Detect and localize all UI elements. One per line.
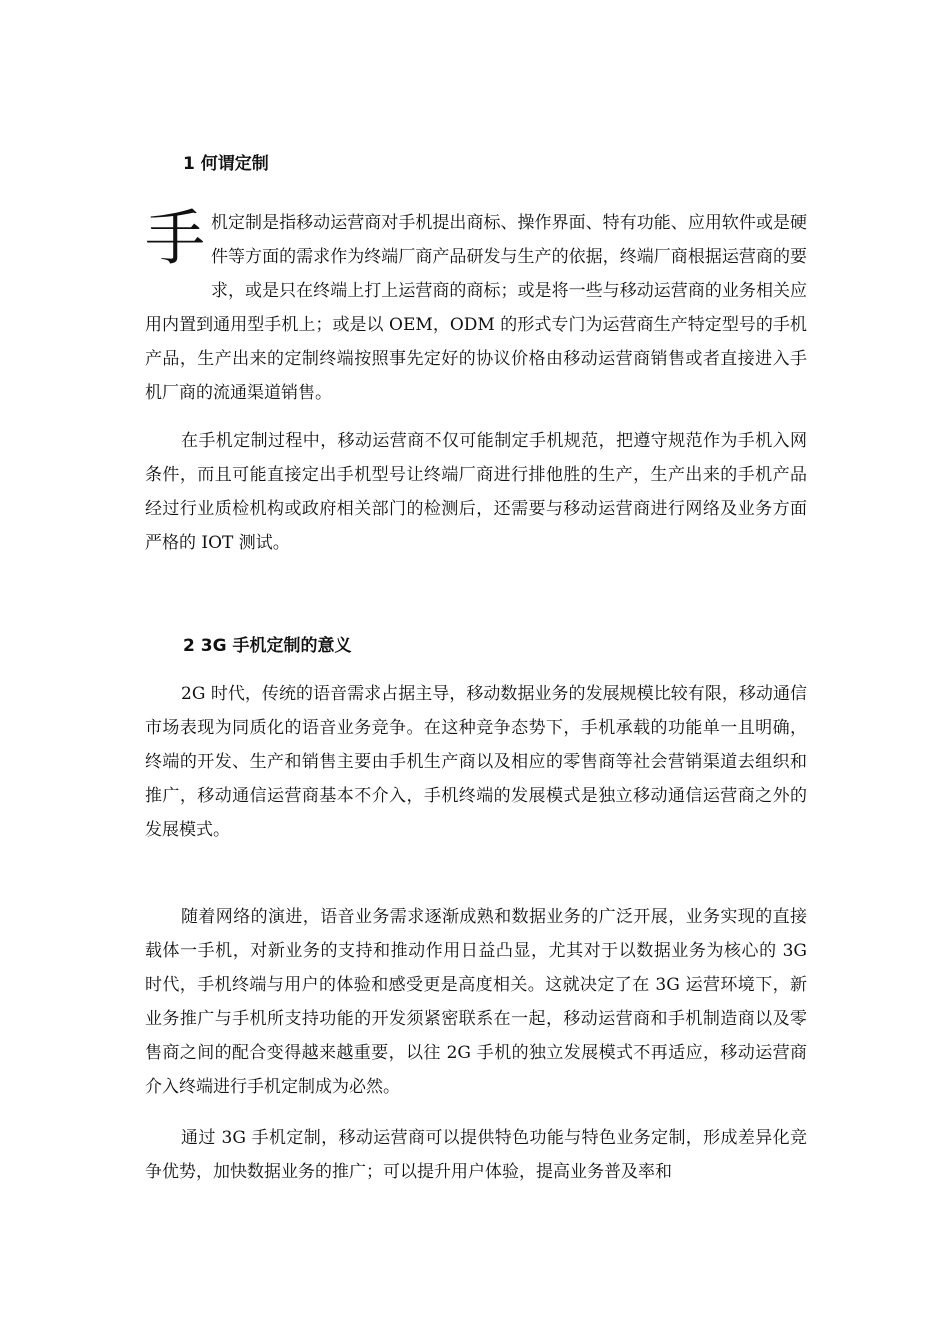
paragraph-3: 2G 时代，传统的语音需求占据主导，移动数据业务的发展规模比较有限，移动通信市场表现为同质化的语音业务竞争。在这种竞争态势下，手机承载的功能单一且明确，终端的开发、生产和销售主要由手机生产商以及相应的零售商等社会营销渠道去组织和推广，移动通信运营商基本不介入，手机终端的发展模式是独立移动通信运营商之外的发展模式。 <box>145 684 807 840</box>
paragraph-2: 在手机定制过程中，移动运营商不仅可能制定手机规范，把遵守规范作为手机入网条件，而且可能直接定出手机型号让终端厂商进行排他胜的生产，生产出来的手机产品经过行业质检机构或政府相关部门的检测后，还需要与移动运营商进行网络及业务方面严格的 IOT 测试。 <box>145 431 807 553</box>
paragraph-4: 随着网络的演进，语音业务需求逐渐成熟和数据业务的广泛开展，业务实现的直接载体一手机，对新业务的支持和推动作用日益凸显，尤其对于以数据业务为核心的 3G 时代，手机终端与用户的体验和感受更是高度相关。这就决定了在 3G 运营环境下，新业务推广与手机所支持功能的开发须紧密联系在一起，移动运营商和手机制造商以及零售商之间的配合变得越来越重要，以往 2G 手机的独立发展模式不再适应，移动运营商介入终端进行手机定制成为必然。 <box>145 907 807 1097</box>
section-heading-2: 2 3G 手机定制的意义 <box>183 636 352 656</box>
drop-cap: 手 <box>145 204 205 274</box>
paragraph-5: 通过 3G 手机定制，移动运营商可以提供特色功能与特色业务定制，形成差异化竞争优势，加快数据业务的推广；可以提升用户体验，提高业务普及率和 <box>145 1128 807 1182</box>
paragraph-1 <box>145 206 807 410</box>
paragraph-1-text: 机定制是指移动运营商对手机提出商标、操作界面、特有功能、应用软件或是硬件等方面的需求作为终端厂商产品研发与生产的依据，终端厂商根据运营商的要求，或是只在终端上打上运营商的商标；或是将一些与移动运营商的业务相关应用内置到通用型手机上；或是以 OEM，ODM 的形式专门为运营商生产特定型号的手机产品，生产出来的定制终端按照事先定好的协议价格由移动运营商销售或者直接进入手机厂商的流通渠道销售。 <box>145 213 807 403</box>
section-heading-1: 1 何谓定制 <box>183 154 269 174</box>
